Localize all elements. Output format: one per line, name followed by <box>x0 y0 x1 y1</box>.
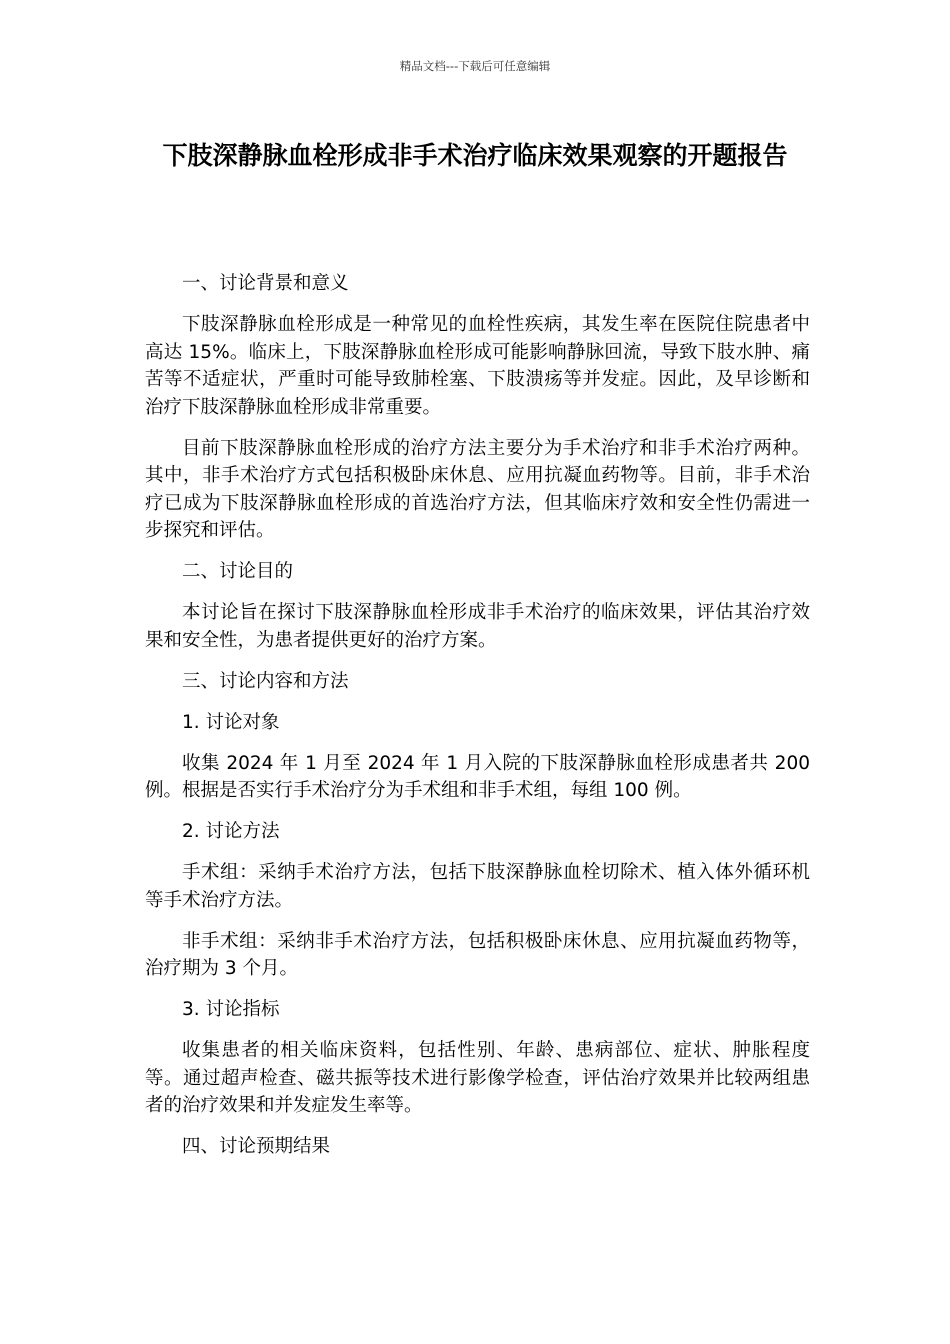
section-heading: 三、讨论内容和方法 <box>182 670 349 692</box>
subsection-heading: 3. 讨论指标 <box>182 999 280 1020</box>
document-title: 下肢深静脉血栓形成非手术治疗临床效果观察的开题报告 <box>162 141 788 170</box>
paragraph: 非手术组：采纳非手术治疗方法，包括积极卧床休息、应用抗凝血药物等，治疗期为 3 个月。 <box>145 930 810 979</box>
paragraph: 本讨论旨在探讨下肢深静脉血栓形成非手术治疗的临床效果，评估其治疗效果和安全性，为患者提供更好的治疗方案。 <box>145 602 810 651</box>
subsection-heading: 2. 讨论方法 <box>182 821 280 842</box>
document-body <box>145 270 810 1174</box>
paragraph: 收集 2024 年 1 月至 2024 年 1 月入院的下肢深静脉血栓形成患者共 200 例。根据是否实行手术治疗分为手术组和非手术组，每组 100 例。 <box>145 752 810 801</box>
section-heading: 二、讨论目的 <box>182 561 294 582</box>
section-heading: 一、讨论背景和意义 <box>182 273 349 294</box>
paragraph: 目前下肢深静脉血栓形成的治疗方法主要分为手术治疗和非手术治疗两种。其中，非手术治疗方式包括积极卧床休息、应用抗凝血药物等。目前，非手术治疗已成为下肢深静脉血栓形成的首选治疗方法，但其临床疗效和安全性仍需进一步探究和评估。 <box>145 437 810 541</box>
paragraph: 下肢深静脉血栓形成是一种常见的血栓性疾病，其发生率在医院住院患者中高达 15%。临床上，下肢深静脉血栓形成可能影响静脉回流，导致下肢水肿、痛苦等不适症状，严重时可能导致肺栓塞、下肢溃疡等并发症。因此，及早诊断和治疗下肢深静脉血栓形成非常重要。 <box>145 314 810 418</box>
section-heading: 四、讨论预期结果 <box>182 1136 331 1157</box>
header-note: 精品文档---下载后可任意编辑 <box>399 59 551 73</box>
subsection-heading: 1. 讨论对象 <box>182 711 280 733</box>
paragraph: 收集患者的相关临床资料，包括性别、年龄、患病部位、症状、肿胀程度等。通过超声检查、磁共振等技术进行影像学检查，评估治疗效果并比较两组患者的治疗效果和并发症发生率等。 <box>145 1040 810 1116</box>
paragraph: 手术组：采纳手术治疗方法，包括下肢深静脉血栓切除术、植入体外循环机等手术治疗方法。 <box>145 862 810 911</box>
